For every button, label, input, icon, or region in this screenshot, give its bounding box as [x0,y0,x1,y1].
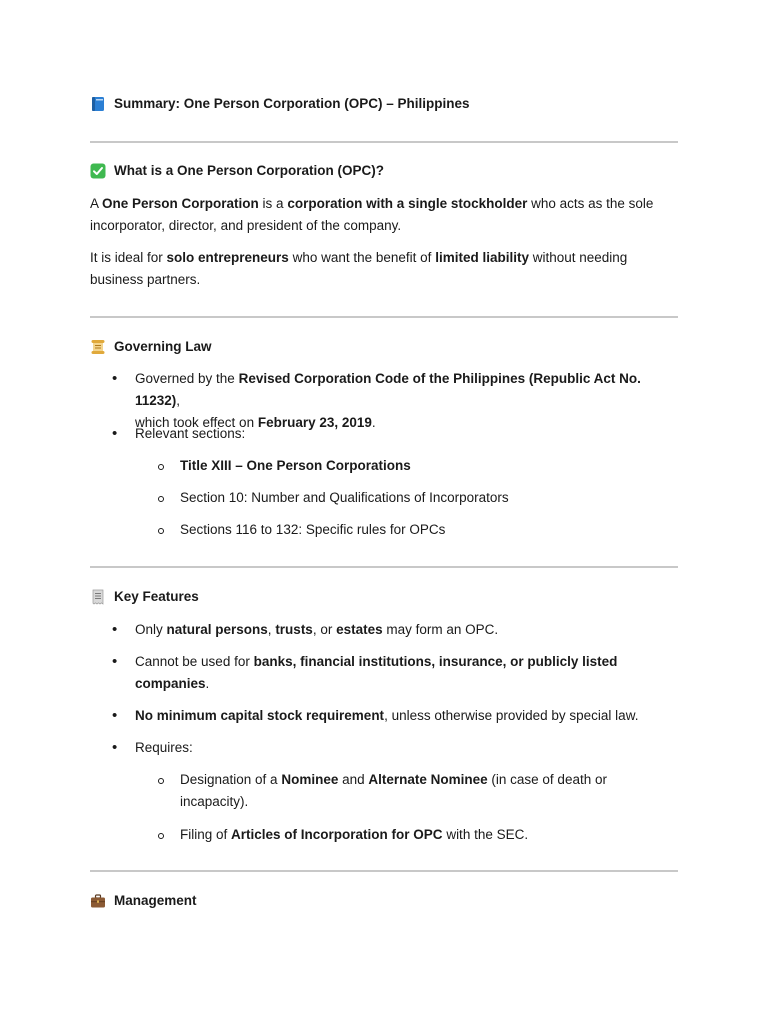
list-item [90,619,678,641]
text-run: and [338,772,369,787]
scroll-icon [90,339,106,355]
bold-text: No minimum capital stock requirement [135,708,385,723]
text-run: , or [312,622,337,637]
briefcase-icon [90,893,106,909]
key-features-list [90,651,678,695]
text-run: . [371,415,376,430]
text-run: Filing of [180,827,232,842]
text-run: business partners. [90,272,201,287]
bold-text: corporation with a single stockholder [287,196,528,211]
bold-text: One Person Corporation [102,196,259,211]
section-heading-management [90,890,197,912]
list-item [90,423,678,445]
bold-text: Alternate Nominee [368,772,488,787]
divider [90,870,678,872]
check-mark-button-icon [90,163,106,179]
section-heading-text: Governing Law [114,339,212,354]
text-run: Section 10: Number and Qualifications of Incorporators [180,490,509,505]
text-run: which took effect on [135,415,258,430]
divider [90,316,678,318]
sub-list [90,519,678,541]
bold-text: February 23, 2019 [257,415,372,430]
paragraph-definition [90,193,678,237]
receipt-icon [90,589,106,605]
sub-list-item [90,769,678,813]
key-features-list [90,619,678,641]
text-run: A [90,196,103,211]
bold-text: Title XIII – One Person Corporations [180,458,411,473]
bold-text: Revised Corporation Code of the Philippines (Republic Act No. 11232) [135,371,641,408]
text-run: may form an OPC. [382,622,499,637]
text-run: who acts as the sole [527,196,654,211]
text-run: It is ideal for [90,250,167,265]
bold-text: estates [336,622,383,637]
text-run: incapacity). [180,794,249,809]
text-run: Sections 116 to 132: Specific rules for OPCs [180,522,446,537]
text-run: (in case of death or [487,772,607,787]
bold-text: solo entrepreneurs [166,250,289,265]
key-features-list [90,737,678,759]
text-run: , [176,393,181,408]
section-heading-key-features [90,586,199,608]
section-heading-text: Key Features [114,589,199,604]
divider [90,566,678,568]
section-heading-text: Management [114,893,197,908]
bold-text: natural persons [166,622,268,637]
divider [90,141,678,143]
text-run: Governed by the [135,371,239,386]
list-item [90,651,678,695]
text-run: Relevant sections: [135,426,246,441]
section-heading-governing-law [90,336,212,358]
text-run: incorporator, director, and president of the company. [90,218,402,233]
sub-list-item [90,487,678,509]
bold-text: companies [135,676,206,691]
text-run: with the SEC. [442,827,529,842]
sub-list [90,824,678,846]
text-run: Cannot be used for [135,654,254,669]
text-run: , [267,622,276,637]
text-run: , unless otherwise provided by special law. [384,708,639,723]
sub-list-item [90,824,678,846]
document-title-text: Summary: One Person Corporation (OPC) – Philippines [114,96,470,111]
document-title [90,93,470,115]
list-item [90,705,678,727]
bold-text: Nominee [281,772,339,787]
paragraph-ideal-for [90,247,678,291]
bold-text: limited liability [435,250,529,265]
text-run: Designation of a [180,772,282,787]
governing-law-list-2 [90,423,678,445]
sub-list-item [90,519,678,541]
text-run: who want the benefit of [288,250,436,265]
sub-list-item [90,455,678,477]
section-heading-text: What is a One Person Corporation (OPC)? [114,163,385,178]
text-run: Only [135,622,167,637]
text-run: . [205,676,210,691]
section-heading-what-is [90,160,384,182]
sub-list [90,487,678,509]
sub-list [90,769,678,813]
blue-book-icon [90,96,106,112]
bold-text: Articles of Incorporation for OPC [231,827,443,842]
sub-list [90,455,678,477]
key-features-list [90,705,678,727]
bold-text: trusts [275,622,313,637]
text-run: Requires: [135,740,193,755]
text-run: is a [258,196,288,211]
text-run: without needing [528,250,628,265]
bold-text: banks, financial institutions, insurance, or publicly listed [253,654,618,669]
list-item [90,737,678,759]
